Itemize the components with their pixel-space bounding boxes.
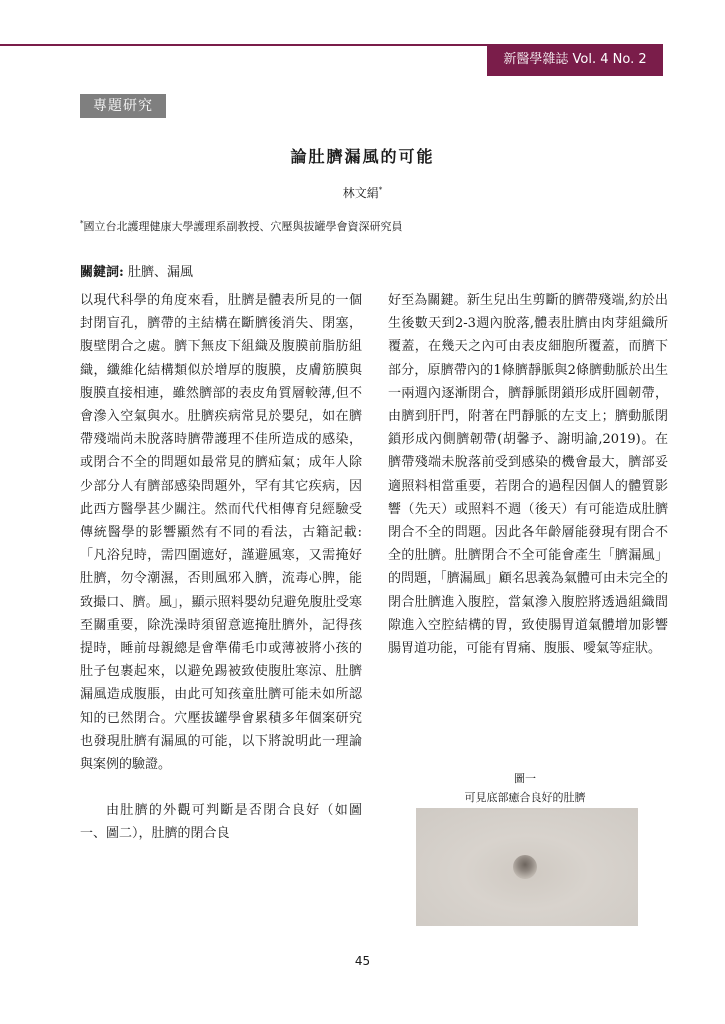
left-column: [80, 289, 362, 846]
figure-caption: 可見底部癒合良好的肚臍: [464, 791, 586, 804]
navel-icon: [513, 855, 537, 879]
right-paragraph-1: 好至為關鍵。新生兒出生剪斷的臍帶殘端,約於出生後數天到2-3週內脫落,體表肚臍由肉芽組織所覆蓋，在幾天之內可由表皮細胞所覆蓋，而臍下部分，原臍帶內的1條臍靜脈與2條臍動脈於出生一兩週內逐漸閉合，臍靜脈閉鎖形成肝圓韌帶，由臍到肝門，附著在門靜脈的左支上；臍動脈閉鎖形成內側臍韌帶(胡馨予、謝明諭,2019)。在臍帶殘端未脫落前受到感染的機會最大，臍部妥適照料相當重要，若閉合的過程因個人的體質影響（先天）或照料不週（後天）有可能造成肚臍閉合不全的問題。因此各年齡層能發現有閉合不全的肚臍。肚臍閉合不全可能會產生「臍漏風」的問題，「臍漏風」顧名思義為氣體可由未完全的閉合肚臍進入腹腔，當氣滲入腹腔將透過組織間隙進入空腔結構的胃，致使腸胃道氣體增加影響腸胃道功能，可能有胃痛、腹脹、噯氣等症狀。: [388, 293, 668, 657]
author-mark: *: [378, 186, 383, 194]
page-number: 45: [354, 954, 371, 968]
section-tag: 專題研究: [80, 94, 166, 118]
author-line: [0, 184, 725, 201]
affiliation: [80, 218, 403, 234]
journal-header: 新醫學雜誌 Vol. 4 No. 2: [487, 44, 663, 76]
affiliation-mark: *: [80, 219, 84, 228]
left-paragraph-2: 由肚臍的外觀可判斷是否閉合良好（如圖一、圖二），肚臍的閉合良: [80, 803, 362, 842]
right-column: [388, 289, 668, 660]
article-title: 論肚臍漏風的可能: [290, 147, 435, 166]
keywords-value: 肚臍、漏風: [123, 265, 193, 280]
affiliation-text: 國立台北護理健康大學護理系副教授、穴壓與拔罐學會資深研究員: [83, 220, 403, 233]
keywords: [80, 261, 193, 280]
author-name: 林文絹: [342, 186, 379, 200]
keywords-label: 關鍵詞:: [80, 265, 124, 280]
figure-label: 圖一: [514, 772, 536, 785]
navel-photo: [416, 808, 638, 926]
left-paragraph-1: 以現代科學的角度來看，肚臍是體表所見的一個封閉盲孔，臍帶的主結構在斷臍後消失、閉塞，腹壁閉合之處。臍下無皮下組織及腹膜前脂肪組織，纖維化結構類似於增厚的腹膜，皮膚筋膜與腹膜直接相連，雖然臍部的表皮角質層較薄,但不會滲入空氣與水。肚臍疾病常見於嬰兒，如在臍帶殘端尚未脫落時臍帶護理不佳所造成的感染，或閉合不全的問題如最常見的臍疝氣；成年人除少部分人有臍部感染問題外，罕有其它疾病，因此西方醫學甚少關注。然而代代相傳育兒經驗受傳統醫學的影響顯然有不同的看法，古籍記載:「凡浴兒時，需四圍遮好，謹避風寒，又需掩好肚臍，勿令潮濕，否則風邪入臍，流毒心脾，能致撮口、臍。風」，顯示照料嬰幼兒避免腹肚受寒至關重要，除洗澡時須留意遮掩肚臍外，記得孩提時，睡前母親總是會準備毛巾或薄被將小孩的肚子包裹起來，以避免踢被致使腹肚寒涼、肚臍漏風造成腹脹，由此可知孩童肚臍可能未如所認知的已然閉合。穴壓拔罐學會累積多年個案研究也發現肚臍有漏風的可能，以下將說明此一理論與案例的驗證。: [80, 293, 362, 773]
